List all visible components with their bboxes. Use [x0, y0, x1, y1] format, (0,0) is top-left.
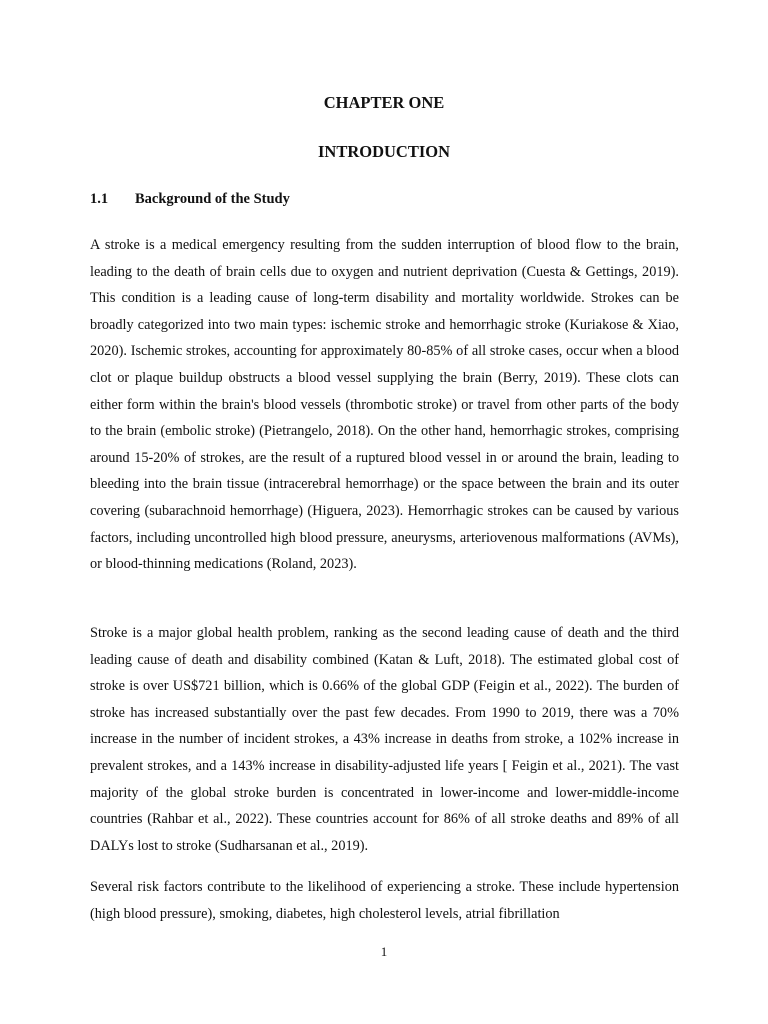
chapter-title: INTRODUCTION	[317, 142, 451, 161]
chapter-number: CHAPTER ONE	[323, 93, 445, 112]
section-title: Background of the Study	[135, 191, 290, 207]
paragraph: Several risk factors contribute to the likelihood of experiencing a stroke. These include hypertension (high blood pressure), smoking, diabetes, high cholesterol levels, atrial fibrillation	[90, 879, 679, 922]
paragraph-3-block	[90, 874, 679, 927]
paragraph: Stroke is a major global health problem, ranking as the second leading cause of death and the third leading cause of death and disability combined (Katan & Luft, 2018). The estimated global cost of stroke is over US$721 billion, which is 0.66% of the global GDP (Feigin et al., 2022). The burden of stroke has increased substantially over the past few decades. From 1990 to 2019, there was a 70% increase in the number of incident strokes, a 43% increase in deaths from stroke, a 102% increase in prevalent strokes, and a 143% increase in disability-adjusted life years [ Feigin et al., 2021). The vast majority of the global stroke burden is concentrated in lower-income and lower-middle-income countries (Rahbar et al., 2022). These countries account for 86% of all stroke deaths and 89% of all DALYs lost to stroke (Sudharsanan et al., 2019).	[90, 625, 679, 854]
section-heading	[90, 191, 290, 208]
paragraph: A stroke is a medical emergency resulting from the sudden interruption of blood flow to the brain, leading to the death of brain cells due to oxygen and nutrient deprivation (Cuesta & Gettings, 2019). This condition is a leading cause of long-term disability and mortality worldwide. Strokes can be broadly categorized into two main types: ischemic stroke and hemorrhagic stroke (Kuriakose & Xiao, 2020). Ischemic strokes, accounting for approximately 80-85% of all stroke cases, occur when a blood clot or plaque buildup obstructs a blood vessel supplying the brain (Berry, 2019). These clots can either form within the brain's blood vessels (thrombotic stroke) or travel from other parts of the body to the brain (embolic stroke) (Pietrangelo, 2018). On the other hand, hemorrhagic strokes, comprising around 15-20% of strokes, are the result of a ruptured blood vessel in or around the brain, leading to bleeding into the brain tissue (intracerebral hemorrhage) or the space between the brain and its outer covering (subarachnoid hemorrhage) (Higuera, 2023). Hemorrhagic strokes can be caused by various factors, including uncontrolled high blood pressure, aneurysms, arteriovenous malformations (AVMs), or blood-thinning medications (Roland, 2023).	[90, 237, 679, 573]
paragraph-2-block	[90, 620, 679, 859]
paragraph-1-block	[90, 232, 679, 578]
section-number: 1.1	[90, 191, 109, 207]
page-number: 1	[380, 944, 388, 959]
